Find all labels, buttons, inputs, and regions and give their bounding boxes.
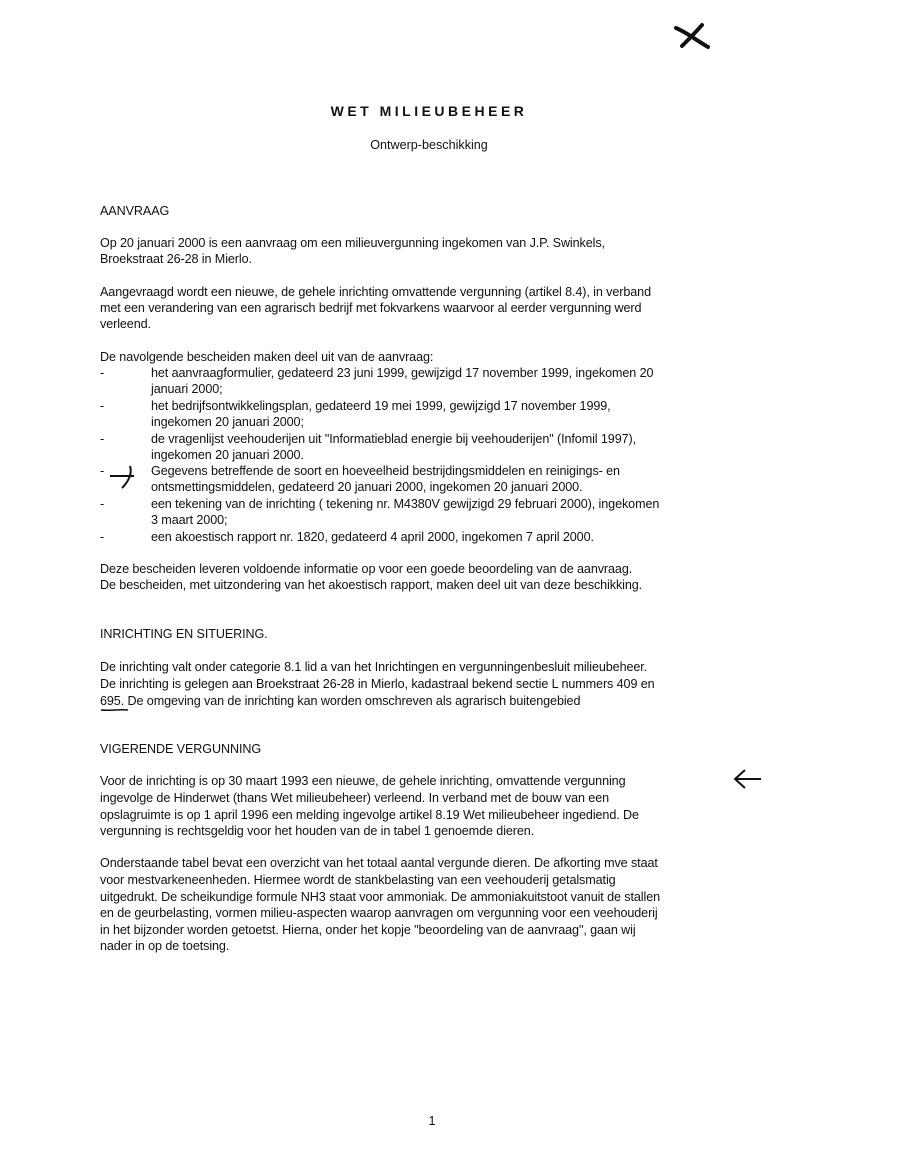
paragraph-line: met een verandering van een agrarisch bedrijf met fokvarkens waarvoor al eerder vergunning werd — [100, 301, 642, 315]
document-subtitle: Ontwerp-beschikking — [370, 138, 488, 152]
list-item-line: 3 maart 2000; — [151, 513, 228, 527]
page-number: 1 — [428, 1114, 436, 1128]
list-bullet: - — [100, 399, 105, 413]
handwritten-cross-mark — [672, 22, 712, 50]
list-intro: De navolgende bescheiden maken deel uit van de aanvraag: — [100, 350, 434, 364]
paragraph-line: De inrichting valt onder categorie 8.1 lid a van het Inrichtingen en vergunningenbesluit milieubeheer. — [100, 660, 648, 674]
paragraph-line: ingevolge de Hinderwet (thans Wet milieubeheer) verleend. In verband met de bouw van een — [100, 791, 610, 805]
paragraph-line: nader in op de toetsing. — [100, 939, 230, 953]
list-bullet: - — [100, 366, 105, 380]
paragraph-line: verleend. — [100, 317, 151, 331]
list-bullet: - — [100, 530, 105, 544]
list-item-line: een akoestisch rapport nr. 1820, gedateerd 4 april 2000, ingekomen 7 april 2000. — [151, 530, 594, 544]
list-item-line: ingekomen 20 januari 2000. — [151, 448, 304, 462]
list-bullet: - — [100, 432, 105, 446]
section-heading-inrichting: INRICHTING EN SITUERING. — [100, 627, 268, 641]
paragraph-line: Voor de inrichting is op 30 maart 1993 een nieuwe, de gehele inrichting, omvattende vergunning — [100, 774, 626, 788]
list-item-line: januari 2000; — [151, 382, 223, 396]
paragraph-line: voor mestvarkeneenheden. Hiermee wordt de stankbelasting van een veehouderij getalsmatig — [100, 873, 616, 887]
list-item-line: een tekening van de inrichting ( tekening nr. M4380V gewijzigd 29 februari 2000), ingekomen — [151, 497, 660, 511]
paragraph-line: Onderstaande tabel bevat een overzicht van het totaal aantal vergunde dieren. De afkorting mve staat — [100, 856, 658, 870]
handwritten-underline-mark — [100, 707, 130, 713]
document-title: WET MILIEUBEHEER — [330, 103, 528, 119]
list-item-line: ingekomen 20 januari 2000; — [151, 415, 304, 429]
list-item-line: het aanvraagformulier, gedateerd 23 juni 1999, gewijzigd 17 november 1999, ingekomen 20 — [151, 366, 654, 380]
handwritten-left-arrow-mark — [733, 768, 763, 790]
paragraph-line: Broekstraat 26-28 in Mierlo. — [100, 252, 252, 266]
list-item-line: de vragenlijst veehouderijen uit "Informatieblad energie bij veehouderijen" (Infomil 1997), — [151, 432, 636, 446]
section-heading-vigerende: VIGERENDE VERGUNNING — [100, 742, 262, 756]
list-item-line: het bedrijfsontwikkelingsplan, gedateerd 19 mei 1999, gewijzigd 17 november 1999, — [151, 399, 611, 413]
list-item-line: Gegevens betreffende de soort en hoeveelheid bestrijdingsmiddelen en reinigings- en — [151, 464, 620, 478]
paragraph-line: De bescheiden, met uitzondering van het akoestisch rapport, maken deel uit van deze beschikking. — [100, 578, 643, 592]
paragraph-line: vergunning is rechtsgeldig voor het houden van de in tabel 1 genoemde dieren. — [100, 824, 535, 838]
paragraph-line: De inrichting is gelegen aan Broekstraat 26-28 in Mierlo, kadastraal bekend sectie L nummers 409 en — [100, 677, 655, 691]
paragraph-line: Aangevraagd wordt een nieuwe, de gehele inrichting omvattende vergunning (artikel 8.4), in verband — [100, 285, 651, 299]
paragraph-line: en de geurbelasting, vormen milieu-aspecten waarop aanvragen om vergunning voor een veehouderij — [100, 906, 658, 920]
paragraph-line: uitgedrukt. De scheikundige formule NH3 staat voor ammoniak. De ammoniakuitstoot vanuit de stallen — [100, 890, 661, 904]
list-bullet: - — [100, 464, 105, 478]
paragraph-line: 695. De omgeving van de inrichting kan worden omschreven als agrarisch buitengebied — [100, 694, 581, 708]
section-heading-aanvraag: AANVRAAG — [100, 204, 170, 218]
paragraph-line: opslagruimte is op 1 april 1996 een melding ingevolge artikel 8.19 Wet milieubeheer ingediend. De — [100, 808, 639, 822]
handwritten-arrow-mark — [108, 464, 142, 490]
list-item-line: ontsmettingsmiddelen, gedateerd 20 januari 2000, ingekomen 20 januari 2000. — [151, 480, 583, 494]
list-bullet: - — [100, 497, 105, 511]
paragraph-line: Deze bescheiden leveren voldoende informatie op voor een goede beoordeling van de aanvraag. — [100, 562, 633, 576]
paragraph-line: in het bijzonder worden getoetst. Hierna, onder het kopje "beoordeling van de aanvraag", gaan wij — [100, 923, 636, 937]
paragraph-line: Op 20 januari 2000 is een aanvraag om een milieuvergunning ingekomen van J.P. Swinkels, — [100, 236, 605, 250]
